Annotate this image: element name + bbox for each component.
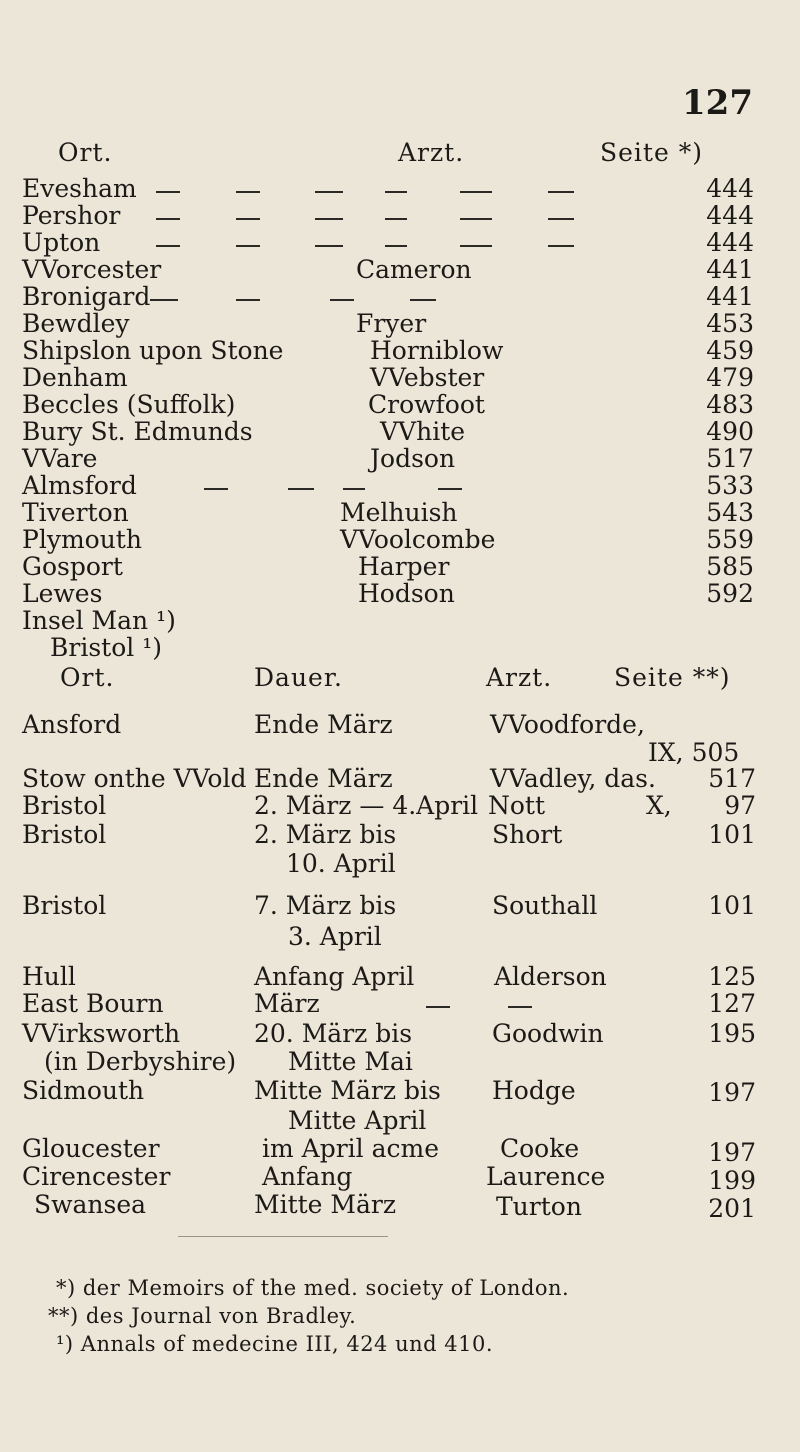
- table2-dauer: 10. April: [286, 849, 396, 878]
- table2-ort: VVirksworth: [22, 1019, 181, 1048]
- table2-seite: X,: [646, 791, 672, 820]
- table1-arzt: Melhuish: [340, 498, 458, 527]
- table1-ort: Gosport: [22, 552, 123, 581]
- table2-seite: 517: [708, 764, 756, 793]
- table1-ort: Bury St. Edmunds: [22, 417, 253, 446]
- table2-dauer: Anfang: [262, 1162, 353, 1191]
- table1-arzt: Harper: [358, 552, 450, 581]
- table2-seite: IX, 505: [648, 738, 740, 767]
- table2-arzt: Hodge: [492, 1076, 576, 1105]
- table2-seite: 197: [708, 1078, 756, 1107]
- table1-arzt: VVhite: [380, 417, 466, 446]
- table1-arzt: Jodson: [370, 444, 456, 473]
- table2-seite: 101: [708, 820, 756, 849]
- table1-seite: 533: [706, 471, 754, 500]
- table1-ort: Pershor: [22, 201, 121, 230]
- table2-dauer: 2. März bis: [254, 820, 397, 849]
- table2-header-ort: Ort.: [60, 663, 115, 692]
- table2-ort: Hull: [22, 962, 76, 991]
- table2-ort: Swansea: [34, 1190, 147, 1219]
- table2-ort: Gloucester: [22, 1134, 160, 1163]
- table2-seite: 125: [708, 962, 756, 991]
- table2-dauer: Ende März: [254, 764, 393, 793]
- table1-ort: Bristol ¹): [50, 633, 162, 662]
- table2-ort: Bristol: [22, 820, 107, 849]
- table2-dauer: 2. März — 4.April: [254, 791, 479, 820]
- table1-seite: 483: [706, 390, 754, 419]
- table2-header-dauer: Dauer.: [254, 663, 343, 692]
- table1-header-arzt: Arzt.: [398, 138, 465, 167]
- table2-ort: Cirencester: [22, 1162, 171, 1191]
- table2-arzt: VVadley, das.: [490, 764, 656, 793]
- table1-ort: Plymouth: [22, 525, 142, 554]
- table2-dauer: Mitte April: [288, 1106, 427, 1135]
- table2-seite: 101: [708, 891, 756, 920]
- table2-dauer: März: [254, 989, 320, 1018]
- table2-dauer: 3. April: [288, 922, 382, 951]
- table1-seite: 459: [706, 336, 754, 365]
- table2-arzt: Laurence: [486, 1162, 606, 1191]
- table2-seite: 201: [708, 1194, 756, 1223]
- table2-arzt: Nott: [488, 791, 546, 820]
- table1-ort: Shipslon upon Stone: [22, 336, 284, 365]
- table1-ort: Denham: [22, 363, 128, 392]
- table2-arzt: Short: [492, 820, 563, 849]
- table1-ort: Evesham: [22, 174, 137, 203]
- table1-seite: 441: [706, 255, 754, 284]
- table1-ort: Bewdley: [22, 309, 130, 338]
- footnote: *) der Memoirs of the med. society of London.: [56, 1276, 570, 1300]
- table2-dauer: im April acme: [262, 1134, 440, 1163]
- table2-header-arzt: Arzt.: [486, 663, 553, 692]
- table1-seite: 479: [706, 363, 754, 392]
- table2-seite: 195: [708, 1019, 756, 1048]
- table1-ort: Insel Man ¹): [22, 606, 176, 635]
- table2-seite: 127: [708, 989, 756, 1018]
- table2-dauer: Mitte März bis: [254, 1076, 441, 1105]
- table2-arzt: Goodwin: [492, 1019, 604, 1048]
- table1-ort: Lewes: [22, 579, 103, 608]
- page-number: 127: [682, 83, 753, 123]
- table2-ort: Stow onthe VVold: [22, 764, 247, 793]
- table2-dauer: 7. März bis: [254, 891, 397, 920]
- table2-ort: Sidmouth: [22, 1076, 145, 1105]
- table2-arzt: Alderson: [494, 962, 607, 991]
- table2-dauer: Anfang April: [254, 962, 415, 991]
- table1-seite: 543: [706, 498, 754, 527]
- table1-ort: Upton: [22, 228, 101, 257]
- table1-ort: VVorcester: [22, 255, 162, 284]
- table1-header-seite: Seite *): [600, 138, 703, 167]
- table2-ort: Bristol: [22, 891, 107, 920]
- table1-seite: 559: [706, 525, 754, 554]
- table1-ort: Tiverton: [22, 498, 129, 527]
- table2-dauer: 20. März bis: [254, 1019, 413, 1048]
- table1-arzt: Horniblow: [370, 336, 504, 365]
- table1-seite: 441: [706, 282, 754, 311]
- table1-seite: 453: [706, 309, 754, 338]
- table1-seite: 585: [706, 552, 754, 581]
- table1-header-ort: Ort.: [58, 138, 113, 167]
- table2-arzt: VVoodforde,: [490, 710, 645, 739]
- table1-arzt: VVebster: [370, 363, 485, 392]
- table2-arzt: Turton: [496, 1192, 582, 1221]
- table2-header-seite: Seite **): [614, 663, 731, 692]
- table1-arzt: Crowfoot: [368, 390, 485, 419]
- table2-ort: Bristol: [22, 791, 107, 820]
- table1-arzt: Fryer: [356, 309, 427, 338]
- table1-ort: Bronigard: [22, 282, 151, 311]
- table1-ort: Beccles (Suffolk): [22, 390, 236, 419]
- table2-seite: 197: [708, 1138, 756, 1167]
- table1-ort: Almsford: [22, 471, 137, 500]
- table2-arzt: Cooke: [500, 1134, 580, 1163]
- table2-seite: 97: [724, 791, 756, 820]
- table1-seite: 490: [706, 417, 754, 446]
- footnote: ¹) Annals of medecine III, 424 und 410.: [56, 1332, 494, 1356]
- table1-arzt: VVoolcombe: [340, 525, 496, 554]
- table1-arzt: Hodson: [358, 579, 455, 608]
- footnote: **) des Journal von Bradley.: [48, 1304, 357, 1328]
- table1-arzt: Cameron: [356, 255, 472, 284]
- table2-ort: Ansford: [22, 710, 122, 739]
- table1-seite: 444: [706, 201, 754, 230]
- table2-seite: 199: [708, 1166, 756, 1195]
- table2-dauer: Mitte März: [254, 1190, 397, 1219]
- table1-seite: 444: [706, 174, 754, 203]
- table1-ort: VVare: [22, 444, 98, 473]
- table2-dauer: Ende März: [254, 710, 393, 739]
- table2-ort: East Bourn: [22, 989, 164, 1018]
- table1-seite: 517: [706, 444, 754, 473]
- footnote-rule: [178, 1236, 388, 1237]
- table2-dauer: Mitte Mai: [288, 1047, 413, 1076]
- table2-arzt: Southall: [492, 891, 598, 920]
- table2-ort-sub: (in Derbyshire): [44, 1047, 237, 1076]
- table1-seite: 592: [706, 579, 754, 608]
- table1-seite: 444: [706, 228, 754, 257]
